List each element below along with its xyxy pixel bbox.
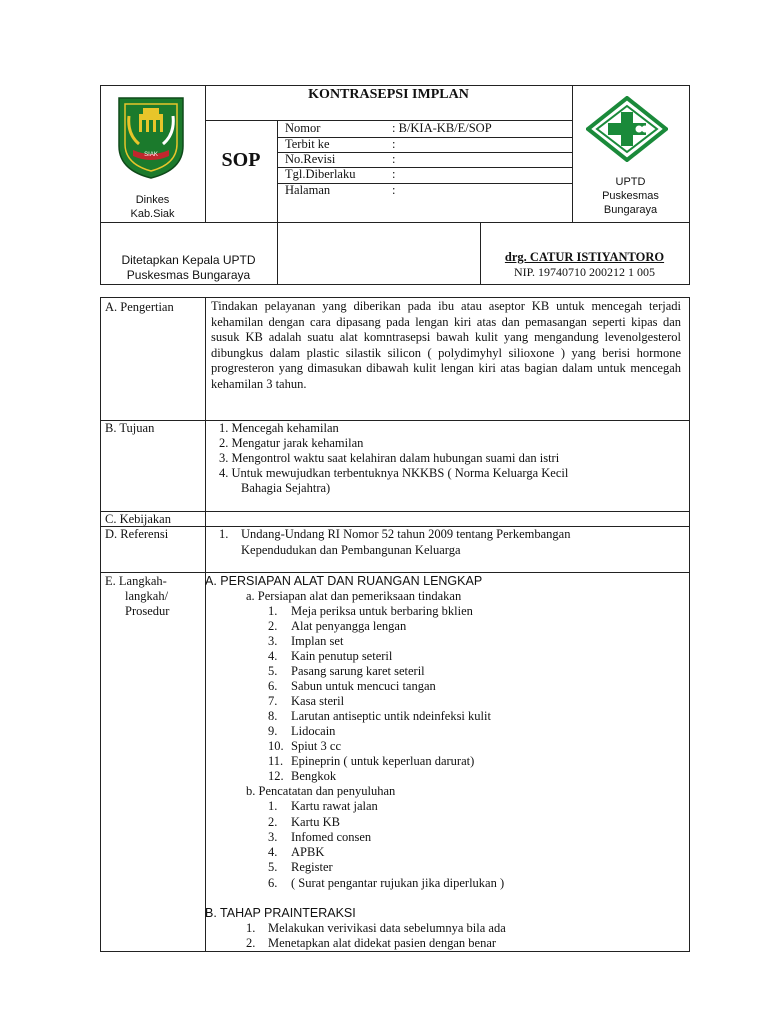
tool-num: 6. xyxy=(268,679,278,693)
meta-label-revisi: No.Revisi xyxy=(285,152,336,166)
referensi-line1: Undang-Undang RI Nomor 52 tahun 2009 tentang Perkembangan xyxy=(241,527,571,541)
sub-a-persiapan: a. Persiapan alat dan pemeriksaan tindakan xyxy=(246,589,462,603)
meta-label-halaman: Halaman xyxy=(285,183,331,197)
right-org-line1: UPTD xyxy=(615,176,646,188)
meta-label-terbit: Terbit ke xyxy=(285,137,330,151)
tool-text: Spiut 3 cc xyxy=(291,739,341,753)
tujuan-item-4-cont: Bahagia Sejahtra) xyxy=(241,481,331,495)
tool-text: Alat penyangga lengan xyxy=(291,619,407,633)
tool-text: Pasang sarung karet seteril xyxy=(291,664,425,678)
tool-num: 11. xyxy=(268,754,284,768)
tool-num: 5. xyxy=(268,664,278,678)
heading-persiapan: A. PERSIAPAN ALAT DAN RUANGAN LENGKAP xyxy=(205,574,483,588)
tool-text: Lidocain xyxy=(291,724,336,738)
referensi-num: 1. xyxy=(219,527,229,541)
sop-label: SOP xyxy=(221,149,261,171)
tool-text: Larutan antiseptic untik ndeinfeksi kulit xyxy=(291,709,491,723)
heading-prainteraksi: B. TAHAP PRAINTERAKSI xyxy=(205,906,356,920)
tool-text: Kasa steril xyxy=(291,694,345,708)
meta-label-tgl: Tgl.Diberlaku xyxy=(285,167,356,181)
record-text: Kartu KB xyxy=(291,815,340,829)
tool-num: 10. xyxy=(268,739,284,753)
tool-num: 12. xyxy=(268,769,284,783)
tool-text: Sabun untuk mencuci tangan xyxy=(291,679,436,693)
right-org-line2: Puskesmas xyxy=(602,190,659,202)
signer-nip: NIP. 19740710 200212 1 005 xyxy=(513,265,655,279)
record-num: 6. xyxy=(268,876,278,890)
left-org-line2: Kab.Siak xyxy=(130,208,175,220)
record-num: 3. xyxy=(268,830,278,844)
tool-num: 4. xyxy=(268,649,278,663)
record-text: Register xyxy=(291,860,333,874)
tool-text: Implan set xyxy=(291,634,344,648)
siak-logo-icon xyxy=(115,94,187,180)
record-text: Kartu rawat jalan xyxy=(291,799,378,813)
tujuan-item-1: 1. Mencegah kehamilan xyxy=(219,421,339,435)
left-org-line1: Dinkes xyxy=(135,194,170,206)
meta-value-terbit: : xyxy=(392,137,396,151)
tool-num: 8. xyxy=(268,709,278,723)
tool-text: Bengkok xyxy=(291,769,337,783)
referensi-line2: Kependudukan dan Pembangunan Keluarga xyxy=(241,543,461,557)
section-d-label: D. Referensi xyxy=(105,527,169,541)
tool-text: Kain penutup seteril xyxy=(291,649,393,663)
sub-b-pencatatan: b. Pencatatan dan penyuluhan xyxy=(246,784,396,798)
section-b-label: B. Tujuan xyxy=(105,421,155,435)
tool-num: 9. xyxy=(268,724,278,738)
tool-num: 2. xyxy=(268,619,278,633)
tool-num: 7. xyxy=(268,694,278,708)
document-title: KONTRASEPSI IMPLAN xyxy=(308,87,469,102)
meta-value-halaman: : xyxy=(392,183,396,197)
pre-text: Melakukan verivikasi data sebelumnya bila ada xyxy=(268,921,506,935)
section-a-label: A. Pengertian xyxy=(105,300,174,314)
section-e-label-1: E. Langkah- xyxy=(105,574,167,588)
logo-text: SIAK xyxy=(144,152,158,158)
record-num: 2. xyxy=(268,815,278,829)
tujuan-item-2: 2. Mengatur jarak kehamilan xyxy=(219,436,364,450)
tujuan-item-3: 3. Mengontrol waktu saat kelahiran dalam hubungan suami dan istri xyxy=(219,451,560,465)
record-num: 4. xyxy=(268,845,278,859)
set-by-line1: Ditetapkan Kepala UPTD xyxy=(121,253,256,267)
pre-text: Menetapkan alat didekat pasien dengan benar xyxy=(268,936,497,950)
tool-num: 3. xyxy=(268,634,278,648)
section-a-text: Tindakan pelayanan yang diberikan pada ibu atau aseptor KB untuk mencegah terjadi kehamilan dengan cara dipasang pada lengan kiri atas dan pemasangan seperti kipas dan susuk KB adalah suatu alat komntrasepsi bawah kulit yang mengandung levenolgesterol dibungkus dalam plastic silastik silicon ( polydimyhyl silioxone ) yang berisi hormone progresteron yang dimasukan dibawah kulit lengan kiri atas bagian dalam untuk mencegah kehamilan 3 tahun. xyxy=(211,299,681,391)
tool-text: Meja periksa untuk berbaring bklien xyxy=(291,604,473,618)
record-num: 5. xyxy=(268,860,278,874)
meta-value-revisi: : xyxy=(392,152,396,166)
record-text: Infomed consen xyxy=(291,830,372,844)
tujuan-item-4: 4. Untuk mewujudkan terbentuknya NKKBS ( Norma Keluarga Kecil xyxy=(219,466,569,480)
puskesmas-cross-icon xyxy=(586,96,668,162)
section-e-label-2: langkah/ xyxy=(125,589,169,603)
pre-num: 1. xyxy=(246,921,256,935)
tool-text: Epineprin ( untuk keperluan darurat) xyxy=(291,754,475,768)
tool-num: 1. xyxy=(268,604,278,618)
pre-num: 2. xyxy=(246,936,256,950)
record-text: ( Surat pengantar rujukan jika diperlukan ) xyxy=(291,876,505,890)
set-by-line2: Puskesmas Bungaraya xyxy=(126,268,251,282)
record-text: APBK xyxy=(291,845,325,859)
signer-name: drg. CATUR ISTIYANTORO xyxy=(504,250,665,264)
section-e-label-3: Prosedur xyxy=(125,604,170,618)
meta-label-nomor: Nomor xyxy=(285,121,321,135)
meta-value-tgl: : xyxy=(392,167,396,181)
section-c-label: C. Kebijakan xyxy=(105,512,171,526)
right-org-line3: Bungaraya xyxy=(603,204,658,216)
meta-value-nomor: : B/KIA-KB/E/SOP xyxy=(392,121,492,135)
record-num: 1. xyxy=(268,799,278,813)
